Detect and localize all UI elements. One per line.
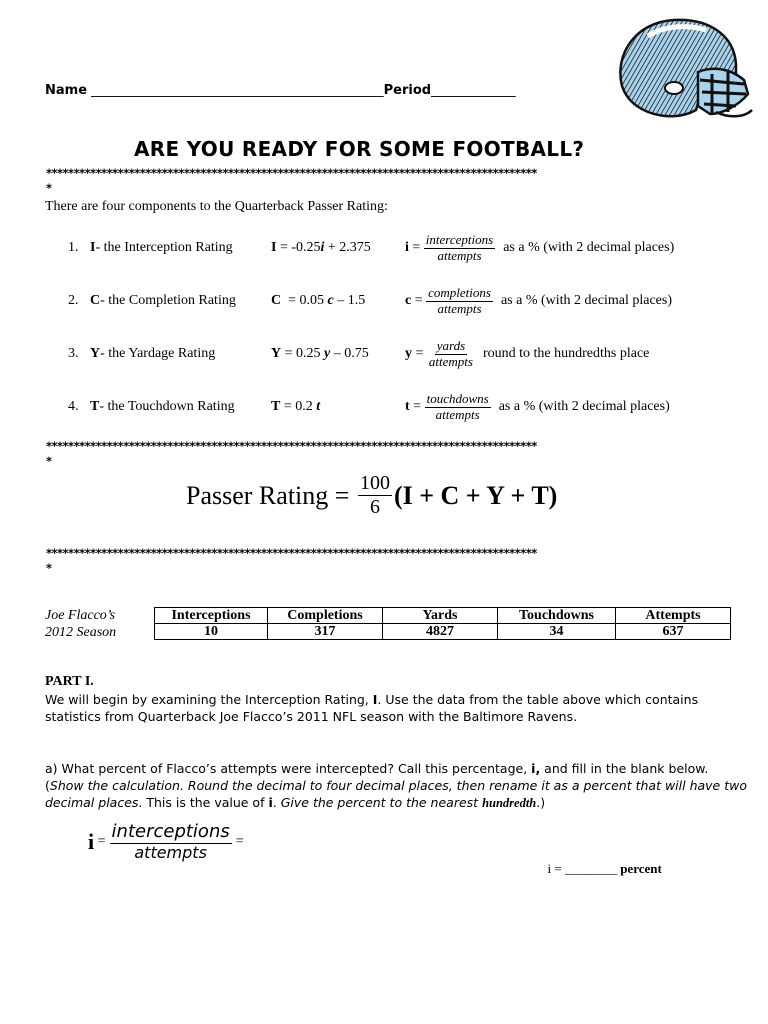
def-var: y xyxy=(405,346,412,361)
def-fraction xyxy=(427,339,475,370)
header-completions: Completions xyxy=(268,608,383,624)
def-var: t xyxy=(405,399,410,414)
component-name: - the Touchdown Rating xyxy=(99,399,235,414)
stats-caption-line2: 2012 Season xyxy=(45,625,117,640)
formula-lhs: I xyxy=(271,240,277,255)
formula-rhs-b: – 0.75 xyxy=(330,346,369,361)
question-a-close: .) xyxy=(536,795,546,810)
def-note: as a % (with 2 decimal places) xyxy=(498,399,670,414)
formula-lhs: T xyxy=(271,399,281,414)
def-equals: = xyxy=(412,346,427,361)
name-label: Name xyxy=(45,83,88,98)
def-numerator: interceptions xyxy=(425,231,494,247)
component-number: 1. xyxy=(68,240,79,255)
def-fraction xyxy=(426,286,493,317)
def-fraction xyxy=(425,392,491,423)
part1-intro-line2: statistics from Quarterback Joe Flacco’s 2011 NFL season with the Baltimore Ravens. xyxy=(45,709,578,724)
header-interceptions: Interceptions xyxy=(155,608,268,624)
calc-var: i xyxy=(88,829,95,855)
def-denominator: attempts xyxy=(435,406,480,422)
def-denominator: attempts xyxy=(428,353,473,369)
stats-caption xyxy=(45,607,116,641)
passer-rating-expression: (I + C + Y + T) xyxy=(393,480,558,510)
def-numerator: touchdowns xyxy=(426,390,489,406)
question-a-tail: and fill in the blank below. xyxy=(540,761,709,776)
question-a-var: i, xyxy=(531,761,541,776)
part1-intro-text-c: . Use the data from the table above which contains xyxy=(377,692,699,707)
question-a-paren: ( xyxy=(45,778,50,793)
component-letter: I xyxy=(90,240,96,255)
value-completions: 317 xyxy=(268,624,383,640)
part1-intro-text-a: We will begin by examining the Interception Rating, xyxy=(45,692,373,707)
question-a-give-percent: Give the percent to the nearest xyxy=(280,795,483,810)
formula-lhs: Y xyxy=(271,346,282,361)
value-yards: 4827 xyxy=(383,624,498,640)
formula-rhs-b: + 2.375 xyxy=(324,240,371,255)
component-formula xyxy=(271,293,365,309)
def-denominator: attempts xyxy=(437,300,482,316)
divider-2-wrap: * xyxy=(46,454,53,468)
component-title xyxy=(90,346,215,362)
component-definition xyxy=(405,334,649,374)
formula-rhs-a: = -0.25 xyxy=(276,240,321,255)
def-numerator: yards xyxy=(436,337,466,353)
question-a-line2 xyxy=(45,777,755,794)
name-line xyxy=(45,83,516,98)
component-row xyxy=(0,281,768,321)
part1-intro-line1 xyxy=(45,691,745,708)
component-number: 2. xyxy=(68,293,79,308)
component-definition xyxy=(405,228,674,268)
component-formula xyxy=(271,399,320,415)
divider-3-wrap: * xyxy=(46,561,53,575)
table-header-row xyxy=(155,608,731,624)
component-number: 4. xyxy=(68,399,79,414)
question-a-value-of: . This is the value of xyxy=(138,795,269,810)
part1-intro xyxy=(45,691,745,725)
component-name: - the Yardage Rating xyxy=(100,346,216,361)
answer-unit: percent xyxy=(616,861,662,876)
component-definition xyxy=(405,387,670,427)
question-a-line1 xyxy=(45,760,755,777)
def-var: c xyxy=(405,293,412,308)
formula-rhs-b: – 1.5 xyxy=(333,293,366,308)
question-a-instructions: Show the calculation. Round the decimal to four decimal places, then rename it as a percent that will have two xyxy=(49,778,747,793)
passer-rating-formula xyxy=(186,472,557,519)
def-denominator: attempts xyxy=(437,247,482,263)
component-row xyxy=(0,228,768,268)
question-a-hundredth: hundredth xyxy=(482,796,537,810)
component-name: - the Interception Rating xyxy=(95,240,233,255)
def-numerator: completions xyxy=(428,284,491,300)
part1-intro-bold-i: I xyxy=(372,692,378,707)
formula-var: t xyxy=(316,399,321,414)
answer-var: i = xyxy=(547,861,565,876)
period-label: Period xyxy=(383,83,432,98)
component-row xyxy=(0,387,768,427)
component-number: 3. xyxy=(68,346,79,361)
divider-1: ***************************************************************************************** xyxy=(46,166,537,180)
question-a xyxy=(45,760,755,812)
calculation-line xyxy=(88,822,244,862)
part1-heading: PART I. xyxy=(45,674,94,689)
component-title xyxy=(90,240,233,256)
value-interceptions: 10 xyxy=(155,624,268,640)
component-formula xyxy=(271,240,371,256)
formula-lhs: C xyxy=(271,293,282,308)
formula-rhs-a: = 0.05 xyxy=(281,293,328,308)
def-note: round to the hundredths place xyxy=(482,346,650,361)
def-var: i xyxy=(405,240,409,255)
header-yards: Yards xyxy=(383,608,498,624)
def-equals: = xyxy=(411,293,427,308)
fraction-numerator: 100 xyxy=(359,472,390,494)
fraction-denominator: 6 xyxy=(369,496,380,518)
passer-rating-label: Passer Rating = xyxy=(186,480,356,510)
question-a-period: . xyxy=(272,795,281,810)
answer-line xyxy=(541,845,662,877)
question-a-line3 xyxy=(45,794,755,812)
stats-table xyxy=(154,607,731,640)
def-equals: = xyxy=(408,240,424,255)
calc-equals-2: = xyxy=(235,834,244,850)
component-letter: C xyxy=(90,293,101,308)
stats-caption-line1: Joe Flacco’s xyxy=(45,608,116,623)
period-blank[interactable]: _____________ xyxy=(431,83,516,98)
component-formula xyxy=(271,346,369,362)
question-a-value-var: i xyxy=(268,795,273,810)
def-equals: = xyxy=(409,399,425,414)
answer-blank[interactable]: ________ xyxy=(564,861,617,876)
component-definition xyxy=(405,281,672,321)
page-title: ARE YOU READY FOR SOME FOOTBALL? xyxy=(134,137,585,161)
component-title xyxy=(90,399,235,415)
formula-var: i xyxy=(320,240,325,255)
question-a-text: a) What percent of Flacco’s attempts were intercepted? Call this percentage, xyxy=(45,761,532,776)
calc-equals: = xyxy=(94,834,106,850)
formula-rhs-a: = 0.2 xyxy=(280,399,317,414)
component-letter: T xyxy=(90,399,100,414)
component-title xyxy=(90,293,236,309)
calc-numerator: interceptions xyxy=(111,821,230,842)
def-note: as a % (with 2 decimal places) xyxy=(503,240,675,255)
def-note: as a % (with 2 decimal places) xyxy=(500,293,672,308)
calc-denominator: attempts xyxy=(134,842,207,862)
calc-fraction xyxy=(110,822,232,862)
divider-2: ***************************************************************************************** xyxy=(46,439,537,453)
football-helmet-icon xyxy=(612,14,754,126)
question-a-instr-end: decimal places xyxy=(45,795,139,810)
passer-rating-fraction xyxy=(358,472,392,519)
divider-3: ***************************************************************************************** xyxy=(46,546,537,560)
component-name: - the Completion Rating xyxy=(100,293,236,308)
component-row xyxy=(0,334,768,374)
value-touchdowns: 34 xyxy=(498,624,616,640)
formula-var: y xyxy=(324,346,331,361)
component-letter: Y xyxy=(90,346,101,361)
value-attempts: 637 xyxy=(616,624,731,640)
def-fraction xyxy=(424,233,495,264)
header-touchdowns: Touchdowns xyxy=(498,608,616,624)
name-blank[interactable]: _____________________________________________ xyxy=(91,83,384,98)
table-row xyxy=(155,624,731,640)
divider-1-wrap: * xyxy=(46,181,53,195)
formula-var: c xyxy=(327,293,334,308)
components-intro: There are four components to the Quarterback Passer Rating: xyxy=(45,199,388,214)
formula-rhs-a: = 0.25 xyxy=(281,346,325,361)
header-attempts: Attempts xyxy=(616,608,731,624)
